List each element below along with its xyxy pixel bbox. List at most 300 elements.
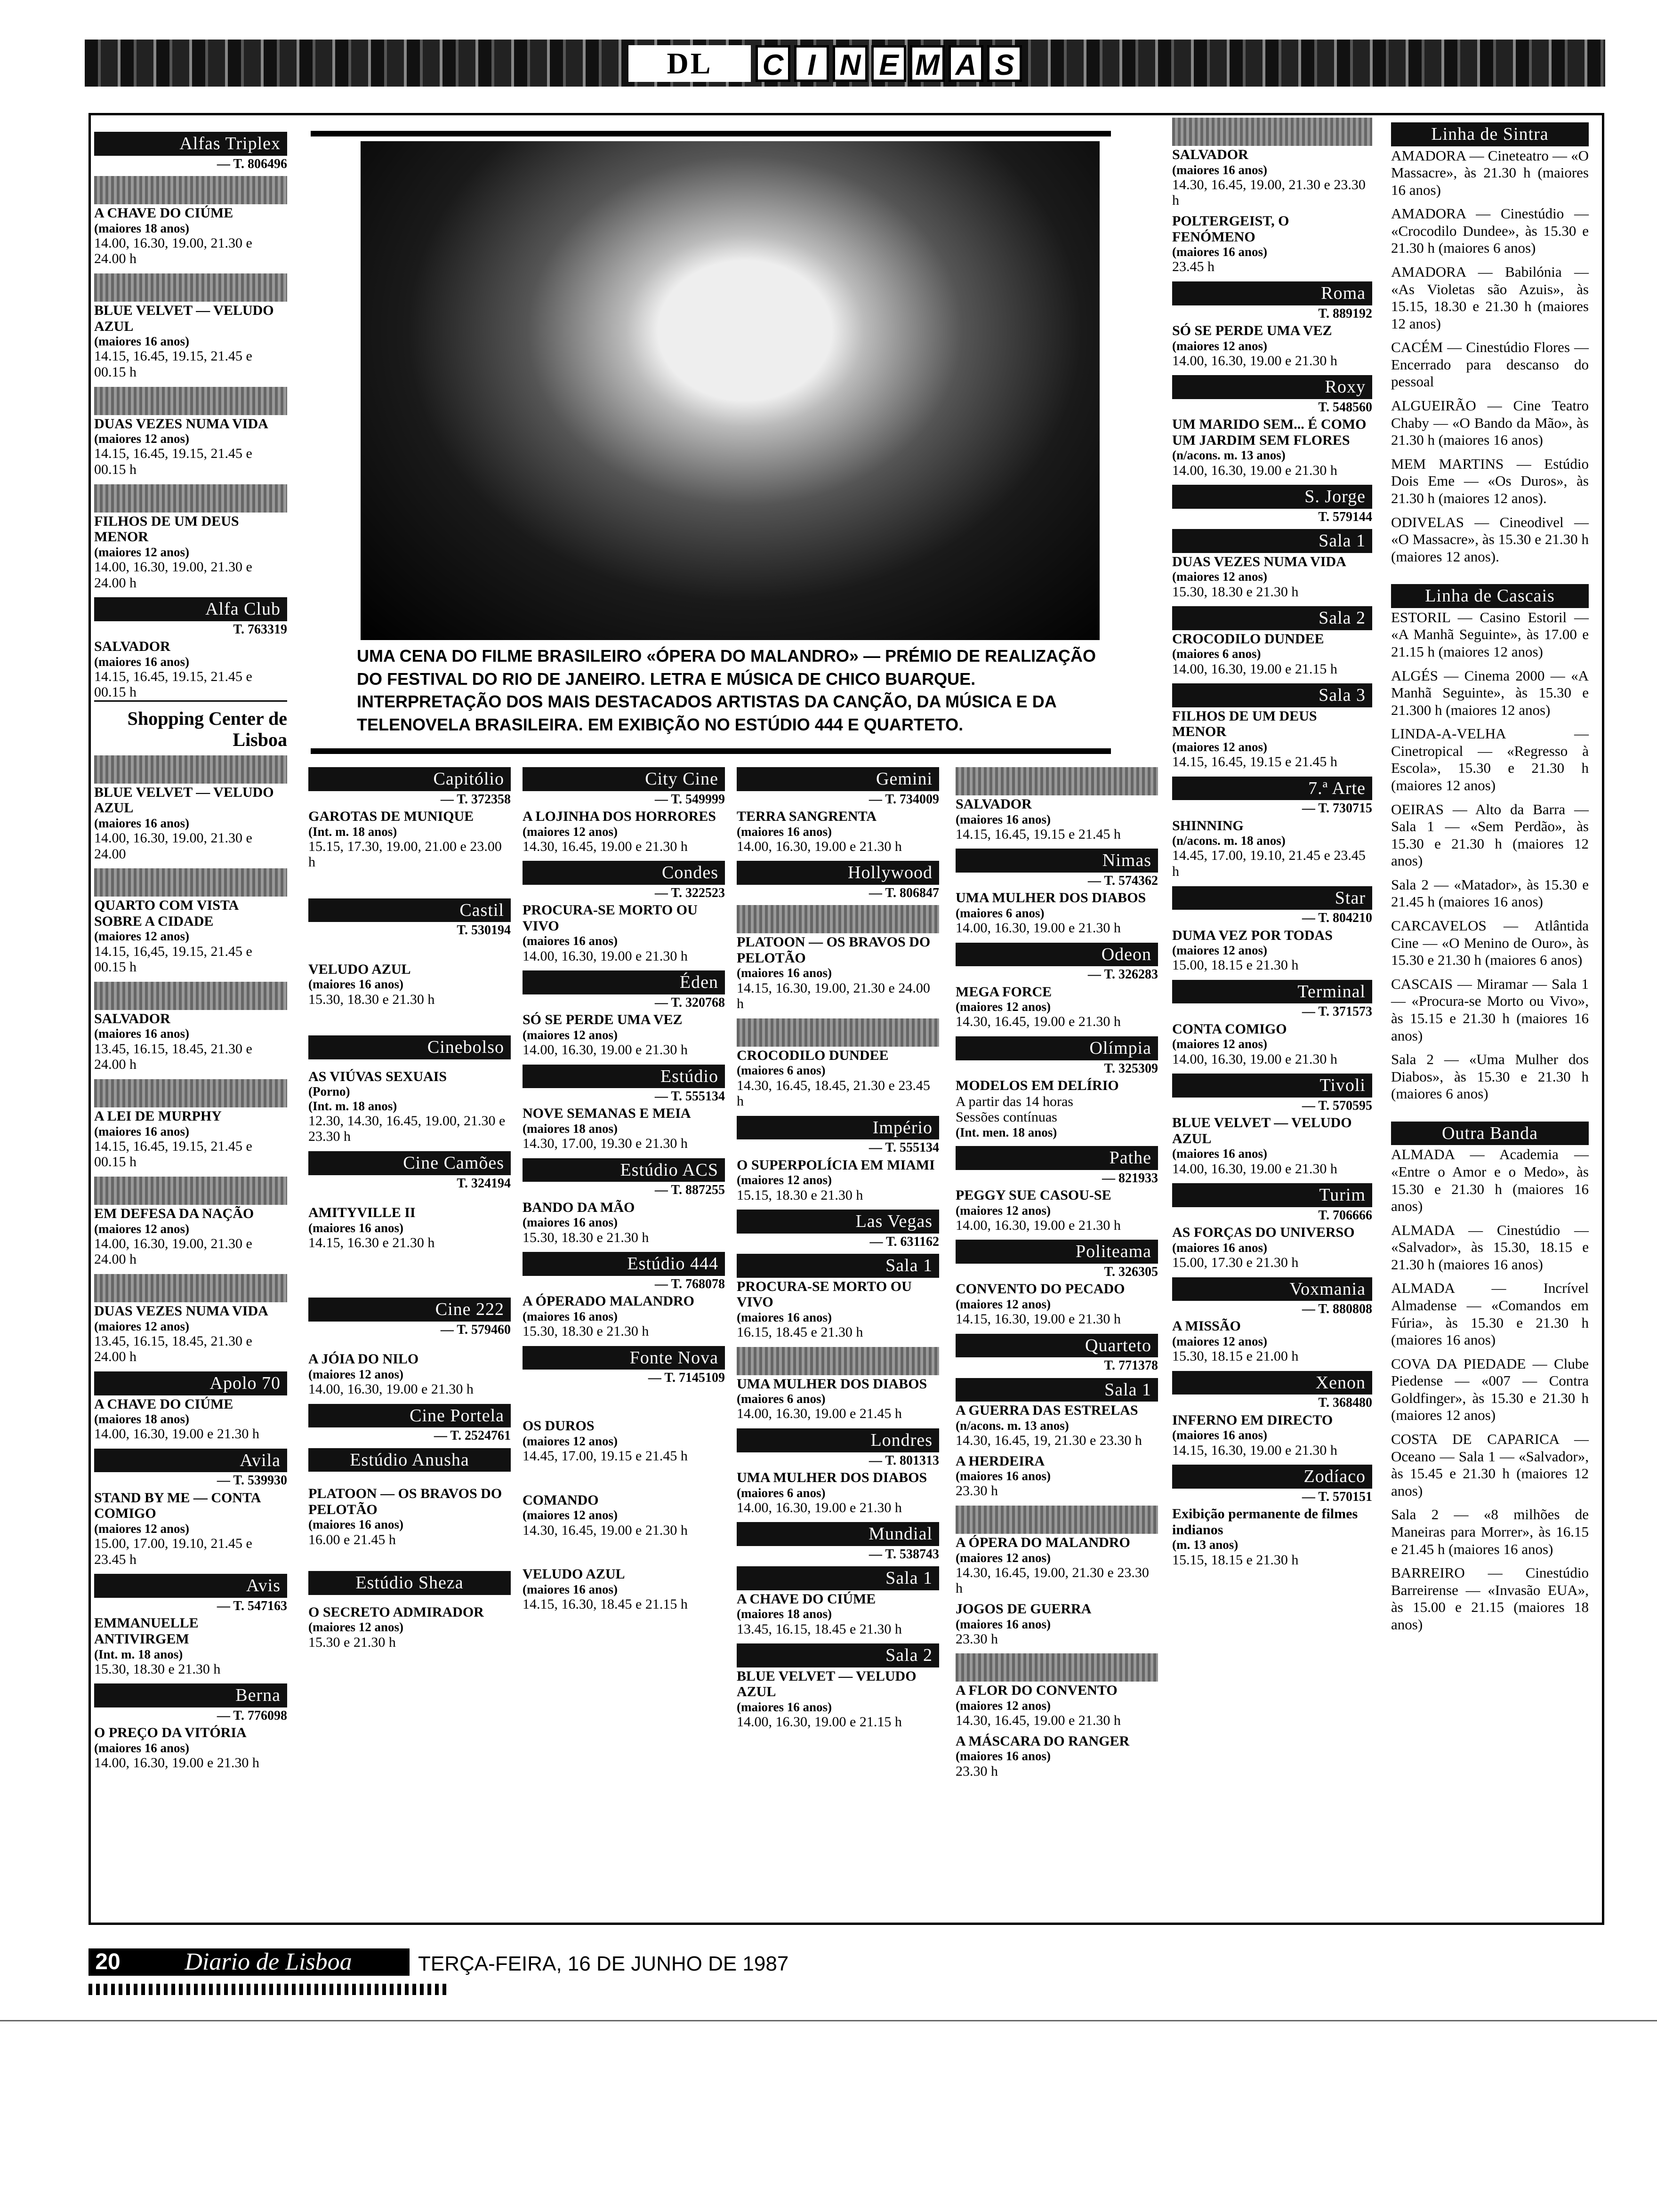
listing [956, 984, 1158, 1030]
showtimes: 14.15, 16.30, 18.45 e 21.15 h [523, 1596, 688, 1612]
age-rating: (maiores 16 anos) [308, 1220, 403, 1235]
film-title: MODELOS EM DELÍRIO [956, 1077, 1119, 1093]
listing [523, 902, 725, 964]
listing [94, 1206, 287, 1267]
cinema-phone: — T. 371573 [1302, 1004, 1372, 1019]
region-listing: ALGUEIRÃO — Cine Teatro Chaby — «O Bando da Mão», às 21.30 h (maiores 16 anos) [1391, 397, 1589, 449]
region-listing: ODIVELAS — Cineodivel — «O Massacre», às 15.30 e 21.30 h (maiores 12 anos). [1391, 513, 1589, 565]
age-rating: (maiores 16 anos) [94, 1740, 189, 1755]
showtimes: 14.00, 16.30, 19.00 e 21.30 h [1172, 462, 1337, 478]
venue-heading: Shopping Center de Lisboa [127, 708, 287, 750]
age-rating: (maiores 12 anos) [94, 1522, 189, 1536]
film-title: A ÓPERA DO MALANDRO [956, 1534, 1130, 1550]
title-letter: N [833, 45, 868, 82]
cinema-phone: T. 889192 [1318, 306, 1372, 321]
showtimes: 23.45 h [1172, 259, 1215, 275]
film-title: CONVENTO DO PECADO [956, 1281, 1125, 1297]
cinema-name: Zodíaco [1172, 1465, 1372, 1489]
showtimes: 15.15, 18.30 e 21.30 h [737, 1187, 863, 1203]
cinema-name: Voxmania [1172, 1277, 1372, 1301]
listing [94, 785, 287, 862]
age-rating: (maiores 12 anos) [94, 929, 189, 944]
cinema-phone: — T. 631162 [869, 1234, 939, 1249]
cinema-name: Estúdio [523, 1065, 725, 1089]
cinema-phone: — T. 880808 [1302, 1302, 1372, 1317]
showtimes: 15.00, 17.30 e 21.30 h [1172, 1254, 1299, 1270]
film-title: A MÁSCARA DO RANGER [956, 1733, 1130, 1749]
cinema-phone: T. 706666 [1318, 1208, 1372, 1223]
showtimes: 14.15, 16.45, 19.15 e 21.45 h [1172, 754, 1337, 770]
cinema-name: Fonte Nova [523, 1346, 725, 1370]
film-title: SÓ SE PERDE UMA VEZ [523, 1012, 683, 1028]
listing [956, 1403, 1158, 1448]
listing [956, 796, 1158, 842]
cinema-name: Estúdio Sheza [308, 1571, 511, 1595]
age-rating: (maiores 18 anos) [737, 1607, 832, 1621]
age-rating: (maiores 16 anos) [956, 812, 1051, 826]
film-title: SÓ SE PERDE UMA VEZ [1172, 322, 1332, 338]
listing [308, 1069, 511, 1145]
showtimes: 14.30, 16.45, 18.45, 21.30 e 23.45 h [737, 1077, 930, 1109]
age-rating: (maiores 16 anos) [94, 1124, 189, 1138]
showtimes: 14.45, 17.00, 19.15 e 21.45 h [523, 1448, 688, 1464]
age-rating: (maiores 16 anos) [1172, 162, 1267, 177]
film-title: PLATOON — OS BRAVOS DO PELOTÃO [737, 934, 931, 966]
age-rating: (n/acons. m. 18 anos) [1172, 834, 1286, 848]
column-2 [308, 762, 511, 1657]
showtimes: 16.15, 18.45 e 21.30 h [737, 1324, 863, 1340]
listing [94, 1615, 287, 1677]
showtimes: 14.30, 16.45, 19.00, 21.30 e 23.30 h [1172, 176, 1366, 208]
film-title: EM DEFESA DA NAÇÃO [94, 1205, 254, 1221]
listing [737, 1279, 939, 1340]
listing [523, 1293, 725, 1339]
cinema-name: Apolo 70 [94, 1371, 287, 1395]
film-title: BLUE VELVET — VELUDO AZUL [94, 784, 274, 816]
showtimes: 23.30 h [956, 1483, 998, 1499]
cinema-name: Cinebolso [308, 1035, 511, 1059]
cinema-phone: — T. 579460 [440, 1322, 511, 1337]
region-listing: CARCAVELOS — Atlântida Cine — «O Menino de Ouro», às 15.30 e 21.30 h (maiores 6 anos) [1391, 917, 1589, 969]
film-title: A HERDEIRA [956, 1453, 1045, 1469]
showtimes: 15.30, 18.30 e 21.30 h [523, 1323, 649, 1339]
showtimes: 15.30 e 21.30 h [308, 1634, 396, 1650]
showtimes: 15.30, 18.30 e 21.30 h [523, 1229, 649, 1245]
film-title: BLUE VELVET — VELUDO AZUL [1172, 1115, 1352, 1146]
cinema-name: Avis [94, 1574, 287, 1598]
film-title: SALVADOR [94, 1010, 170, 1026]
age-rating: (maiores 16 anos) [94, 654, 189, 669]
cinema-phone: T. 579144 [1318, 509, 1372, 524]
age-rating: (maiores 12 anos) [523, 1027, 618, 1042]
region-listing: LINDA-A-VELHA — Cinetropical — «Regresso à Escola», 15.30 e 21.30 h (maiores 12 anos) [1391, 725, 1589, 794]
age-rating: (maiores 6 anos) [1172, 647, 1261, 661]
column-3 [523, 762, 725, 1619]
cinema-name: Politeama [956, 1240, 1158, 1264]
photo-caption: UMA CENA DO FILME BRASILEIRO «ÓPERA DO MALANDRO» — PRÉMIO DE REALIZAÇÃO DO FESTIVAL DO RIO DE JANEIRO. LETRA E MÚSICA DE CHICO BUARQUE. INTERPRETAÇÃO DOS MAIS DESTACADOS ARTISTAS DA CANÇÃO, DA MÚSICA E DA TELENOVELA BRASILEIRA. EM EXIBIÇÃO NO ESTÚDIO 444 E QUARTETO. [357, 646, 1096, 734]
showtimes: 14.15, 16.30, 19.00 e 21.30 h [956, 1311, 1121, 1327]
film-title: A ÓPERADO MALANDRO [523, 1293, 694, 1309]
room-banner [956, 767, 1158, 795]
region-heading: Linha de Sintra [1391, 122, 1589, 146]
film-title: TERRA SANGRENTA [737, 808, 877, 824]
listing [956, 1187, 1158, 1233]
listing [308, 809, 511, 870]
age-rating: (maiores 12 anos) [94, 1221, 189, 1236]
cinema-phone: — T. 806496 [217, 156, 287, 171]
film-title: GAROTAS DE MUNIQUE [308, 808, 474, 824]
room-banner [956, 1653, 1158, 1682]
page-number: 20 [88, 1948, 127, 1976]
showtimes: 23.30 h [956, 1631, 998, 1647]
cinema-name: Hollywood [737, 861, 939, 885]
cinema-name: Condes [523, 861, 725, 885]
film-title: JOGOS DE GUERRA [956, 1601, 1092, 1617]
listing [94, 513, 287, 591]
listing [308, 1604, 511, 1650]
film-title: VELUDO AZUL [308, 961, 411, 977]
room-banner [94, 868, 287, 897]
section-title [756, 45, 1026, 82]
cinema-phone: — T. 806847 [869, 885, 939, 900]
listing [94, 1011, 287, 1073]
cinema-phone: — T. 570151 [1302, 1489, 1372, 1504]
film-title: NOVE SEMANAS E MEIA [523, 1106, 691, 1122]
cinema-phone: — T. 7145109 [648, 1370, 725, 1386]
showtimes: 13.45, 16.15, 18.45 e 21.30 h [737, 1621, 902, 1637]
newspaper-brand: Diario de Lisboa [127, 1948, 410, 1976]
showtimes: 14.15, 16.30, 19.00, 21.30 e 24.00 h [737, 980, 930, 1012]
cinema-name: Tivoli [1172, 1074, 1372, 1098]
age-rating: (maiores 12 anos) [523, 1508, 618, 1523]
film-title: A LOJINHA DOS HORRORES [523, 808, 716, 824]
cinema-name: Capitólio [308, 767, 511, 791]
showtimes: 14.00, 16.30, 19.00, 21.30 e 24.00 h [94, 559, 252, 591]
cinema-phone: — T. 539930 [217, 1473, 287, 1488]
age-rating: (Porno) [308, 1084, 350, 1099]
footer-pattern [88, 1984, 446, 1995]
film-title: SALVADOR [956, 796, 1032, 812]
cinema-name: Xenon [1172, 1371, 1372, 1395]
room-banner [737, 1347, 939, 1375]
cinema-phone: T. 324194 [457, 1176, 511, 1191]
age-rating: (maiores 18 anos) [94, 221, 189, 235]
region-heading: Linha de Cascais [1391, 584, 1589, 608]
showtimes: 14.00, 16.30, 19.00 e 21.30 h [523, 1042, 688, 1058]
showtimes: 13.45, 16.15, 18.45, 21.30 e 24.00 h [94, 1041, 252, 1073]
listing [1172, 1115, 1372, 1177]
listing [523, 1418, 725, 1464]
title-letter: E [871, 45, 906, 82]
schedule-note: Sessões contínuas [956, 1109, 1057, 1125]
room-banner [94, 484, 287, 513]
film-title: Exibição permanente de filmes indianos [1172, 1506, 1358, 1538]
age-rating: (maiores 16 anos) [737, 966, 832, 980]
room-banner [94, 387, 287, 415]
showtimes: 14.00, 16.30, 19.00 e 21.30 h [94, 1755, 259, 1771]
listing [523, 1012, 725, 1058]
cinema-phone: — T. 555134 [869, 1140, 939, 1155]
showtimes: 13.45, 16.15, 18.45, 21.30 e 24.00 h [94, 1333, 252, 1365]
listing [94, 1490, 287, 1568]
film-title: BANDO DA MÃO [523, 1199, 635, 1215]
room-label: Sala 1 [737, 1254, 939, 1278]
column-6 [1172, 113, 1372, 1574]
film-title: CONTA COMIGO [1172, 1021, 1287, 1037]
rule [311, 748, 1111, 754]
region-listing: COSTA DE CAPARICA — Oceano — Sala 1 — «Salvador», às 15.45 e 21.30 h (maiores 12 anos) [1391, 1431, 1589, 1499]
age-rating: (maiores 16 anos) [956, 1617, 1051, 1631]
age-rating: (maiores 18 anos) [523, 1122, 618, 1136]
listing [94, 303, 287, 380]
listing [956, 1535, 1158, 1596]
showtimes: 14.30, 16.45, 19, 21.30 e 23.30 h [956, 1432, 1142, 1448]
region-listing: COVA DA PIEDADE — Clube Piedense — «007 — Contra Goldfinger», às 15.30 e 21.30 h (maiores 12 anos) [1391, 1355, 1589, 1424]
age-rating: (maiores 16 anos) [1172, 1146, 1267, 1161]
cinema-phone: — T. 549999 [654, 792, 725, 807]
age-rating: (maiores 12 anos) [1172, 739, 1267, 754]
showtimes: 14.15, 16.30, 19.00 e 21.30 h [1172, 1442, 1337, 1458]
listing [737, 1157, 939, 1203]
cinema-phone: — T. 326283 [1087, 967, 1158, 982]
showtimes: 15.30, 18.30 e 21.30 h [1172, 584, 1299, 600]
cinema-name: City Cine [523, 767, 725, 791]
cinema-phone: — T. 372358 [440, 792, 511, 807]
age-rating: (maiores 16 anos) [1172, 1428, 1267, 1443]
showtimes: 14.00, 16.30, 19.00, 21.30 e 24.00 h [94, 1235, 252, 1267]
listing [308, 1205, 511, 1250]
film-title: MEGA FORCE [956, 984, 1052, 1000]
room-banner [737, 905, 939, 933]
region-listing: Sala 2 — «Uma Mulher dos Diabos», às 15.30 e 21.30 h (maiores 6 anos) [1391, 1051, 1589, 1102]
cinema-name: Olímpia [956, 1036, 1158, 1060]
showtimes: 14.00, 16.30, 19.00 e 21.30 h [308, 1381, 474, 1397]
age-rating: (maiores 12 anos) [523, 824, 618, 839]
showtimes: 14.00, 16.30, 19.00 e 21.30 h [94, 1426, 259, 1442]
cinema-name: Éden [523, 970, 725, 994]
region-listing: OEIRAS — Alto da Barra — Sala 1 — «Sem Perdão», às 15.30 e 21.30 h (maiores 12 anos) [1391, 801, 1589, 869]
listing [956, 1601, 1158, 1647]
cinema-phone: — T. 887255 [654, 1183, 725, 1198]
listing [1172, 323, 1372, 369]
cinema-phone: T. 530194 [457, 923, 511, 938]
film-title: COMANDO [523, 1492, 599, 1508]
listing [737, 1591, 939, 1637]
cinema-name: Cine Portela [308, 1404, 511, 1428]
room-banner [94, 1079, 287, 1107]
age-rating: (maiores 16 anos) [94, 816, 189, 830]
age-rating: (maiores 16 anos) [94, 1026, 189, 1041]
cinema-name: Cine Camões [308, 1151, 511, 1175]
listing [956, 1453, 1158, 1499]
age-rating: (maiores 16 anos) [1172, 245, 1267, 259]
listing [737, 934, 939, 1012]
room-banner [1172, 118, 1372, 146]
cinema-phone: — T. 804210 [1302, 911, 1372, 926]
film-title: A MISSÃO [1172, 1318, 1241, 1334]
room-banner [94, 1274, 287, 1302]
listing [308, 1486, 511, 1547]
age-rating: (maiores 12 anos) [956, 1550, 1051, 1565]
showtimes: 23.30 h [956, 1763, 998, 1779]
region-listing: CASCAIS — Miramar — Sala 1 — «Procura-se Morto ou Vivo», às 15.15 e 21.30 h (maiores 16 anos) [1391, 975, 1589, 1044]
listing [737, 809, 939, 854]
column-7 [1391, 118, 1589, 1640]
listing [1172, 147, 1372, 208]
film-title: BLUE VELVET — VELUDO AZUL [94, 302, 274, 334]
showtimes: 14.00, 16.30, 19.00 e 21.30 h [523, 948, 688, 964]
cinema-name: Quarteto [956, 1334, 1158, 1358]
region-listing: CACÉM — Cinestúdio Flores — Encerrado para descanso do pessoal [1391, 339, 1589, 390]
listing [523, 1106, 725, 1151]
showtimes: 14.00, 16.30, 19.00, 21.30 e 24.00 [94, 830, 252, 862]
film-title: UM MARIDO SEM... É COMO UM JARDIM SEM FLORES [1172, 417, 1367, 448]
room-banner [956, 1506, 1158, 1534]
film-title: CROCODILO DUNDEE [737, 1047, 889, 1063]
film-title: DUAS VEZES NUMA VIDA [94, 1303, 268, 1319]
cinema-name: Pathe [956, 1146, 1158, 1170]
room-label: Sala 2 [1172, 606, 1372, 630]
age-rating: (maiores 12 anos) [737, 1173, 832, 1187]
listing [956, 1733, 1158, 1779]
showtimes: 14.30, 17.00, 19.30 e 21.30 h [523, 1136, 688, 1152]
cinema-name: 7.ª Arte [1172, 777, 1372, 801]
listing [1172, 1318, 1372, 1364]
age-rating: (maiores 12 anos) [94, 545, 189, 559]
age-rating: (maiores 16 anos) [308, 1517, 403, 1532]
cinema-phone: — T. 547163 [217, 1598, 287, 1613]
film-title: A FLOR DO CONVENTO [956, 1683, 1118, 1699]
region-listing: ALMADA — Cinestúdio — «Salvador», às 15.30, 18.15 e 21.30 h (maiores 16 anos) [1391, 1221, 1589, 1273]
cinema-phone: — T. 768078 [654, 1276, 725, 1291]
listing [1172, 1506, 1372, 1568]
showtimes: 14.30, 16.45, 19.00 e 21.30 h [956, 1014, 1121, 1030]
region-listing: AMADORA — Babilónia — «As Violetas são Azuis», às 15.15, 18.30 e 21.30 h (maiores 12 anos) [1391, 264, 1589, 332]
film-still-photo [361, 141, 1100, 640]
showtimes: 14.00, 16.30, 19.00, 21.30 e 24.00 h [94, 235, 252, 267]
room-label: Sala 2 [737, 1643, 939, 1667]
showtimes: 14.30, 16.45, 19.00, 21.30 e 23.30 h [956, 1564, 1149, 1596]
age-rating: (maiores 16 anos) [737, 1310, 832, 1324]
cinema-phone: — T. 538743 [869, 1547, 939, 1562]
film-title: O SUPERPOLÍCIA EM MIAMI [737, 1157, 935, 1173]
listing [523, 809, 725, 854]
showtimes: 15.00, 18.15 e 21.30 h [1172, 957, 1299, 973]
showtimes: 16.00 e 21.45 h [308, 1531, 396, 1547]
age-rating: (maiores 16 anos) [523, 1309, 618, 1323]
showtimes: 15.30, 18.30 e 21.30 h [94, 1661, 221, 1677]
film-title: UMA MULHER DOS DIABOS [737, 1469, 927, 1485]
age-rating: (maiores 6 anos) [737, 1063, 826, 1078]
cinema-name: Estúdio ACS [523, 1158, 725, 1182]
film-title: A JÓIA DO NILO [308, 1351, 419, 1367]
film-title: AMITYVILLE II [308, 1204, 416, 1220]
listing [1172, 928, 1372, 973]
listing [956, 1683, 1158, 1728]
listing [94, 898, 287, 975]
film-title: O SECRETO ADMIRADOR [308, 1604, 484, 1620]
showtimes: 14.00, 16.30, 19.00 e 21.15 h [1172, 661, 1337, 677]
rule [311, 131, 1111, 136]
showtimes: 14.00, 16.30, 19.00 e 21.30 h [1172, 1161, 1337, 1177]
cinema-name: Alfas Triplex [94, 132, 287, 156]
cinema-phone: — T. 320768 [654, 995, 725, 1010]
cinema-phone: — T. 801313 [869, 1453, 939, 1468]
column-4 [737, 762, 939, 1737]
region-listing: AMADORA — Cinestúdio — «Crocodilo Dundee», às 15.30 e 21.30 h (maiores 6 anos) [1391, 205, 1589, 256]
cinema-phone: — 821933 [1102, 1170, 1158, 1186]
showtimes: 15.00, 17.00, 19.10, 21.45 e 23.45 h [94, 1536, 252, 1567]
film-title: SALVADOR [94, 639, 170, 655]
age-rating: (maiores 12 anos) [94, 1319, 189, 1333]
age-rating: (n/acons. m. 13 anos) [1172, 448, 1286, 463]
age-rating: (maiores 6 anos) [956, 906, 1045, 920]
film-title: AS FORÇAS DO UNIVERSO [1172, 1225, 1355, 1241]
cinema-name: S. Jorge [1172, 485, 1372, 509]
region-listing: Sala 2 — «8 milhões de Maneiras para Morrer», às 16.15 e 21.45 h (maiores 16 anos) [1391, 1506, 1589, 1557]
listing [94, 1725, 287, 1771]
age-rating: (maiores 16 anos) [523, 1215, 618, 1230]
cinema-phone: — T. 555134 [654, 1089, 725, 1104]
film-title: O PREÇO DA VITÓRIA [94, 1725, 247, 1741]
newspaper-logo: DL [628, 45, 751, 82]
age-rating: (maiores 12 anos) [1172, 338, 1267, 353]
showtimes: 12.30, 14.30, 16.45, 19.00, 21.30 e 23.30 h [308, 1113, 506, 1145]
title-letter: C [756, 45, 790, 82]
showtimes: 14.00, 16.30, 19.00 e 21.30 h [1172, 353, 1337, 369]
cinema-phone: T. 325309 [1104, 1061, 1158, 1076]
region-listing: AMADORA — Cineteatro — «O Massacre», às 21.30 h (maiores 16 anos) [1391, 147, 1589, 198]
cinema-phone: — T. 574362 [1087, 873, 1158, 888]
film-title: FILHOS DE UM DEUS MENOR [1172, 708, 1317, 740]
cinema-name: Berna [94, 1683, 287, 1707]
cinema-phone: — T. 730715 [1302, 801, 1372, 816]
showtimes: 15.30, 18.15 e 21.00 h [1172, 1348, 1299, 1364]
film-title: A GUERRA DAS ESTRELAS [956, 1403, 1138, 1419]
age-rating: (maiores 12 anos) [94, 432, 189, 446]
showtimes: 14.15, 16.30 e 21.30 h [308, 1234, 435, 1250]
film-title: PLATOON — OS BRAVOS DO PELOTÃO [308, 1486, 502, 1517]
age-rating: (Int. m. 18 anos) [94, 1647, 183, 1661]
showtimes: 14.45, 17.00, 19.10, 21.45 e 23.45 h [1172, 848, 1366, 880]
column-5 [956, 762, 1158, 1786]
region-listing: ALGÉS — Cinema 2000 — «A Manhã Seguinte», às 15.30 e 21.300 h (maiores 12 anos) [1391, 667, 1589, 718]
cinema-phone: T. 763319 [233, 622, 287, 637]
age-rating: (maiores 12 anos) [1172, 1037, 1267, 1051]
listing [956, 1281, 1158, 1327]
film-title: PEGGY SUE CASOU-SE [956, 1187, 1111, 1203]
showtimes: 14.15, 16.45, 19.15 e 21.45 h [956, 826, 1121, 842]
cinema-phone: — T. 734009 [869, 792, 939, 807]
issue-date: TERÇA-FEIRA, 16 DE JUNHO DE 1987 [418, 1952, 789, 1975]
age-rating: (Int. men. 18 anos) [956, 1125, 1057, 1139]
age-rating: (maiores 12 anos) [1172, 569, 1267, 584]
cinema-name: Star [1172, 886, 1372, 910]
cinema-phone: — T. 2524761 [434, 1428, 511, 1443]
age-rating: (maiores 16 anos) [956, 1469, 1051, 1483]
room-label: Sala 3 [1172, 683, 1372, 707]
cinema-name: Odeon [956, 943, 1158, 967]
age-rating: (maiores 12 anos) [956, 1698, 1051, 1713]
cinema-name: Gemini [737, 767, 939, 791]
room-label: Sala 1 [737, 1566, 939, 1590]
listing [1172, 1225, 1372, 1270]
age-rating: (n/acons. m. 13 anos) [956, 1418, 1069, 1433]
listing [1172, 818, 1372, 880]
listing [94, 639, 287, 702]
film-title: DUMA VEZ POR TODAS [1172, 927, 1333, 943]
age-rating: (maiores 6 anos) [737, 1485, 826, 1500]
